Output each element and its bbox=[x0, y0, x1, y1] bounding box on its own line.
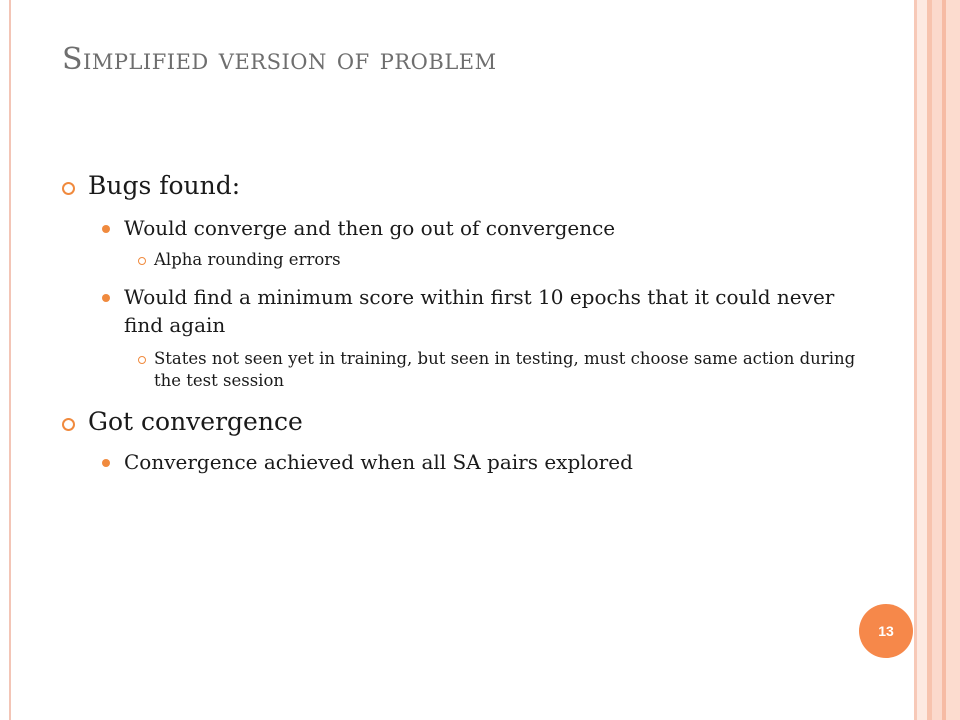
bullet-list bbox=[62, 170, 862, 476]
left-border-line bbox=[9, 0, 11, 720]
hollow-circle-bullet-icon bbox=[62, 418, 75, 431]
bullet-level2-item bbox=[62, 283, 862, 339]
hollow-circle-bullet-icon bbox=[62, 182, 75, 195]
bullet-text: Would converge and then go out of convergence bbox=[124, 216, 616, 240]
filled-circle-bullet-icon bbox=[102, 225, 110, 233]
hollow-circle-bullet-icon bbox=[138, 257, 146, 265]
bullet-text: Bugs found: bbox=[88, 171, 241, 200]
slide-number-badge bbox=[859, 604, 913, 658]
bullet-level3-item bbox=[62, 348, 862, 392]
bullet-level2-item bbox=[62, 214, 862, 242]
bullet-level1-item bbox=[62, 170, 862, 202]
right-decorative-stripes bbox=[914, 0, 960, 720]
filled-circle-bullet-icon bbox=[102, 459, 110, 467]
bullet-level2-item bbox=[62, 448, 862, 476]
bullet-text: Alpha rounding errors bbox=[154, 250, 341, 269]
bullet-text: States not seen yet in training, but seen in testing, must choose same action during the test session bbox=[154, 349, 856, 390]
bullet-text: Convergence achieved when all SA pairs explored bbox=[124, 450, 633, 474]
bullet-text: Got convergence bbox=[88, 407, 303, 436]
bullet-level1-item bbox=[62, 406, 862, 438]
slide-number: 13 bbox=[878, 623, 894, 639]
hollow-circle-bullet-icon bbox=[138, 356, 146, 364]
slide-title: Simplified version of problem bbox=[62, 42, 497, 77]
filled-circle-bullet-icon bbox=[102, 294, 110, 302]
bullet-level3-item bbox=[62, 249, 862, 271]
bullet-text: Would find a minimum score within first 10 epochs that it could never find again bbox=[124, 285, 835, 337]
